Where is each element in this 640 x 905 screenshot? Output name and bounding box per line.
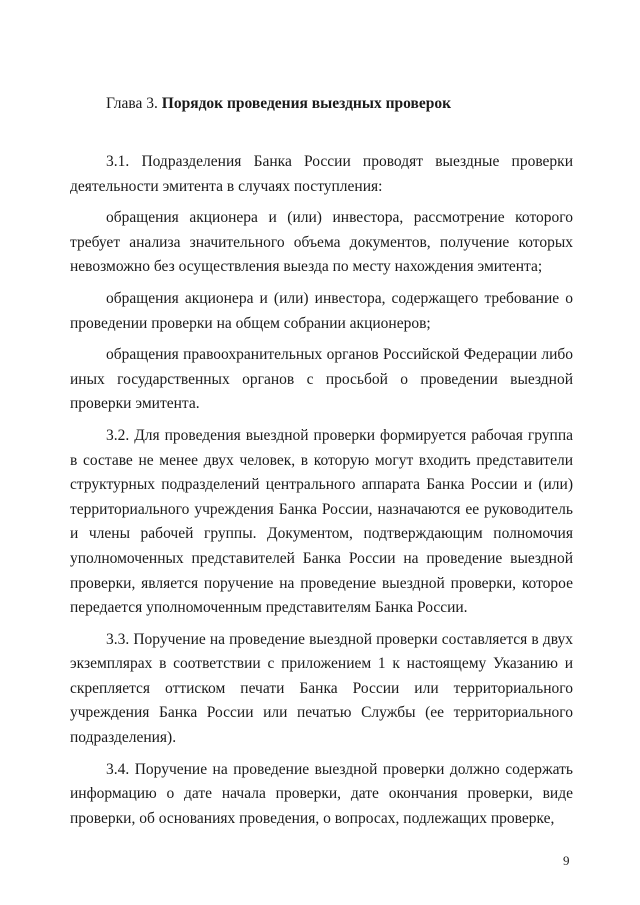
paragraph-item-law-enforcement-request: обращения правоохранительных органов Российской Федерации либо иных государственных органов с просьбой о проведении выездной проверки эмитента. [70,346,573,413]
paragraph-item-meeting-request: обращения акционера и (или) инвестора, содержащего требование о проведении проверки на общем собрании акционеров; [70,289,573,332]
chapter-title: Порядок проведения выездных проверок [161,95,452,112]
document-body [70,150,573,838]
paragraph-3-4: 3.4. Поручение на проведение выездной проверки должно содержать информацию о дате начала проверки, дате окончания проверки, виде проверки, об основаниях проведения, о вопросах, подлежащих проверке, [70,760,573,827]
paragraph-3-1: 3.1. Подразделения Банка России проводят выездные проверки деятельности эмитента в случаях поступления: [70,153,573,195]
chapter-heading [106,93,451,115]
paragraph-item-shareholder-request: обращения акционера и (или) инвестора, рассмотрение которого требует анализа значительного объема документов, получение которых невозможно без осуществления выезда по месту нахождения эмитента; [70,209,573,276]
chapter-number: Глава 3. [106,95,158,112]
paragraph-3-3: 3.3. Поручение на проведение выездной проверки составляется в двух экземплярах в соответствии с приложением 1 к настоящему Указанию и скрепляется оттиском печати Банка России или территориального учреждения Банка России или печатью Службы (ее территориального подразделения). [70,630,573,747]
paragraph-3-2: 3.2. Для проведения выездной проверки формируется рабочая группа в составе не менее двух человек, в которую могут входить представители структурных подразделений центрального аппарата Банка России и (или) территориального учреждения Банка России, назначаются ее руководитель и члены рабочей группы. Документом, подтверждающим полномочия уполномоченных представителей Банка России на проведение выездной проверки, является поручение на проведение выездной проверки, которое передается уполномоченным представителям Банка России. [70,426,573,617]
page-number: 9 [563,853,570,868]
